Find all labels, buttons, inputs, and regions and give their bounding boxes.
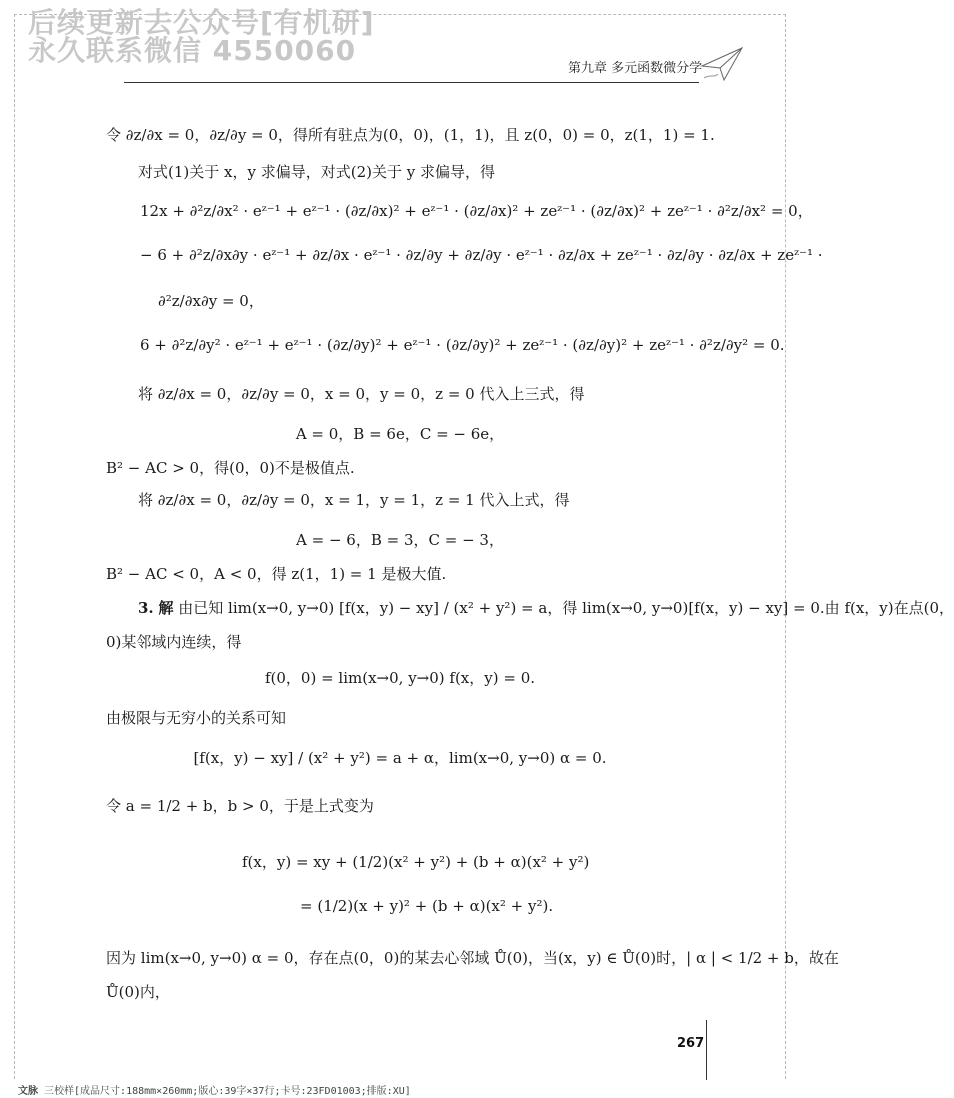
- problem-3-continued: 0)某邻域内连续，得: [106, 633, 242, 651]
- page-number: 267: [677, 1036, 705, 1051]
- equation-1: 12x + ∂²z/∂x² · eᶻ⁻¹ + eᶻ⁻¹ · (∂z/∂x)² + eᶻ⁻¹ · (∂z/∂x)² + zeᶻ⁻¹ · (∂z/∂x)² + zeᶻ⁻¹ · ∂²z/∂x² = 0，: [140, 202, 813, 220]
- problem-3-text: 由已知 lim(x→0, y→0) [f(x，y) − xy] / (x² + y²) = a，得 lim(x→0, y→0)[f(x，y) − xy] = 0.由 f(x，y)在点(0，: [178, 599, 954, 617]
- result-alpha: [f(x，y) − xy] / (x² + y²) = a + α，lim(x→0, y→0) α = 0.: [193, 749, 607, 767]
- text-let-a: 令 a = 1/2 + b，b > 0，于是上式变为: [106, 797, 374, 815]
- watermark-line-1: 后续更新去公众号[有机研]: [28, 6, 375, 39]
- text-within-neighborhood: Ů(0)内，: [106, 983, 170, 1001]
- print-specs-footer: [18, 1082, 411, 1097]
- watermark-line-2: 永久联系微信 4550060: [28, 34, 357, 67]
- solution-label: 解: [158, 599, 174, 617]
- equation-2: − 6 + ∂²z/∂x∂y · eᶻ⁻¹ + ∂z/∂x · eᶻ⁻¹ · ∂z/∂y + ∂z/∂y · eᶻ⁻¹ · ∂z/∂x + zeᶻ⁻¹ · ∂z/∂y · ∂z/∂x + zeᶻ⁻¹ ·: [140, 246, 823, 264]
- result-abc-2: A = − 6，B = 3，C = − 3，: [296, 531, 504, 549]
- result-f-simplified: = (1/2)(x + y)² + (b + α)(x² + y²).: [300, 897, 554, 915]
- result-continuity: f(0，0) = lim(x→0, y→0) f(x，y) = 0.: [264, 669, 536, 687]
- chapter-title: 第九章 多元函数微分学: [568, 61, 703, 76]
- text-neighborhood: 因为 lim(x→0, y→0) α = 0，存在点(0，0)的某去心邻域 Ů(0)，当(x，y) ∈ Ů(0)时，| α | < 1/2 + b，故在: [106, 949, 839, 967]
- publisher-brand: 文脉: [18, 1086, 38, 1097]
- text-not-extremum: B² − AC > 0，得(0，0)不是极值点.: [106, 459, 355, 477]
- page-number-rule: [706, 1020, 707, 1080]
- equation-2-cont: ∂²z/∂x∂y = 0，: [158, 292, 264, 310]
- result-abc-1: A = 0，B = 6e，C = − 6e，: [295, 425, 505, 443]
- problem-3-line: [138, 598, 954, 618]
- text-substitute-2: 将 ∂z/∂x = 0，∂z/∂y = 0，x = 1，y = 1，z = 1 代入上式，得: [138, 491, 570, 509]
- paper-plane-icon: [700, 44, 744, 84]
- text-stationary-points: 令 ∂z/∂x = 0，∂z/∂y = 0，得所有驻点为(0，0)，(1，1)，且 z(0，0) = 0，z(1，1) = 1.: [106, 126, 715, 144]
- text-maximum: B² − AC < 0，A < 0，得 z(1，1) = 1 是极大值.: [106, 565, 447, 583]
- print-specs: 三校样[成品尺寸:188mm×260mm;版心:39字×37行;卡号:23FD01003;排版:XU]: [44, 1086, 411, 1097]
- text-limit-infinitesimal: 由极限与无穷小的关系可知: [106, 709, 287, 727]
- header-rule: [124, 82, 699, 83]
- problem-number: 3.: [138, 599, 154, 617]
- result-f-expansion: f(x，y) = xy + (1/2)(x² + y²) + (b + α)(x² + y²): [242, 853, 590, 871]
- text-substitute-1: 将 ∂z/∂x = 0，∂z/∂y = 0，x = 0，y = 0，z = 0 代入上三式，得: [138, 385, 585, 403]
- equation-3: 6 + ∂²z/∂y² · eᶻ⁻¹ + eᶻ⁻¹ · (∂z/∂y)² + eᶻ⁻¹ · (∂z/∂y)² + zeᶻ⁻¹ · (∂z/∂y)² + zeᶻ⁻¹ · ∂²z/∂y² = 0.: [140, 336, 785, 354]
- text-differentiate: 对式(1)关于 x，y 求偏导，对式(2)关于 y 求偏导，得: [138, 163, 495, 181]
